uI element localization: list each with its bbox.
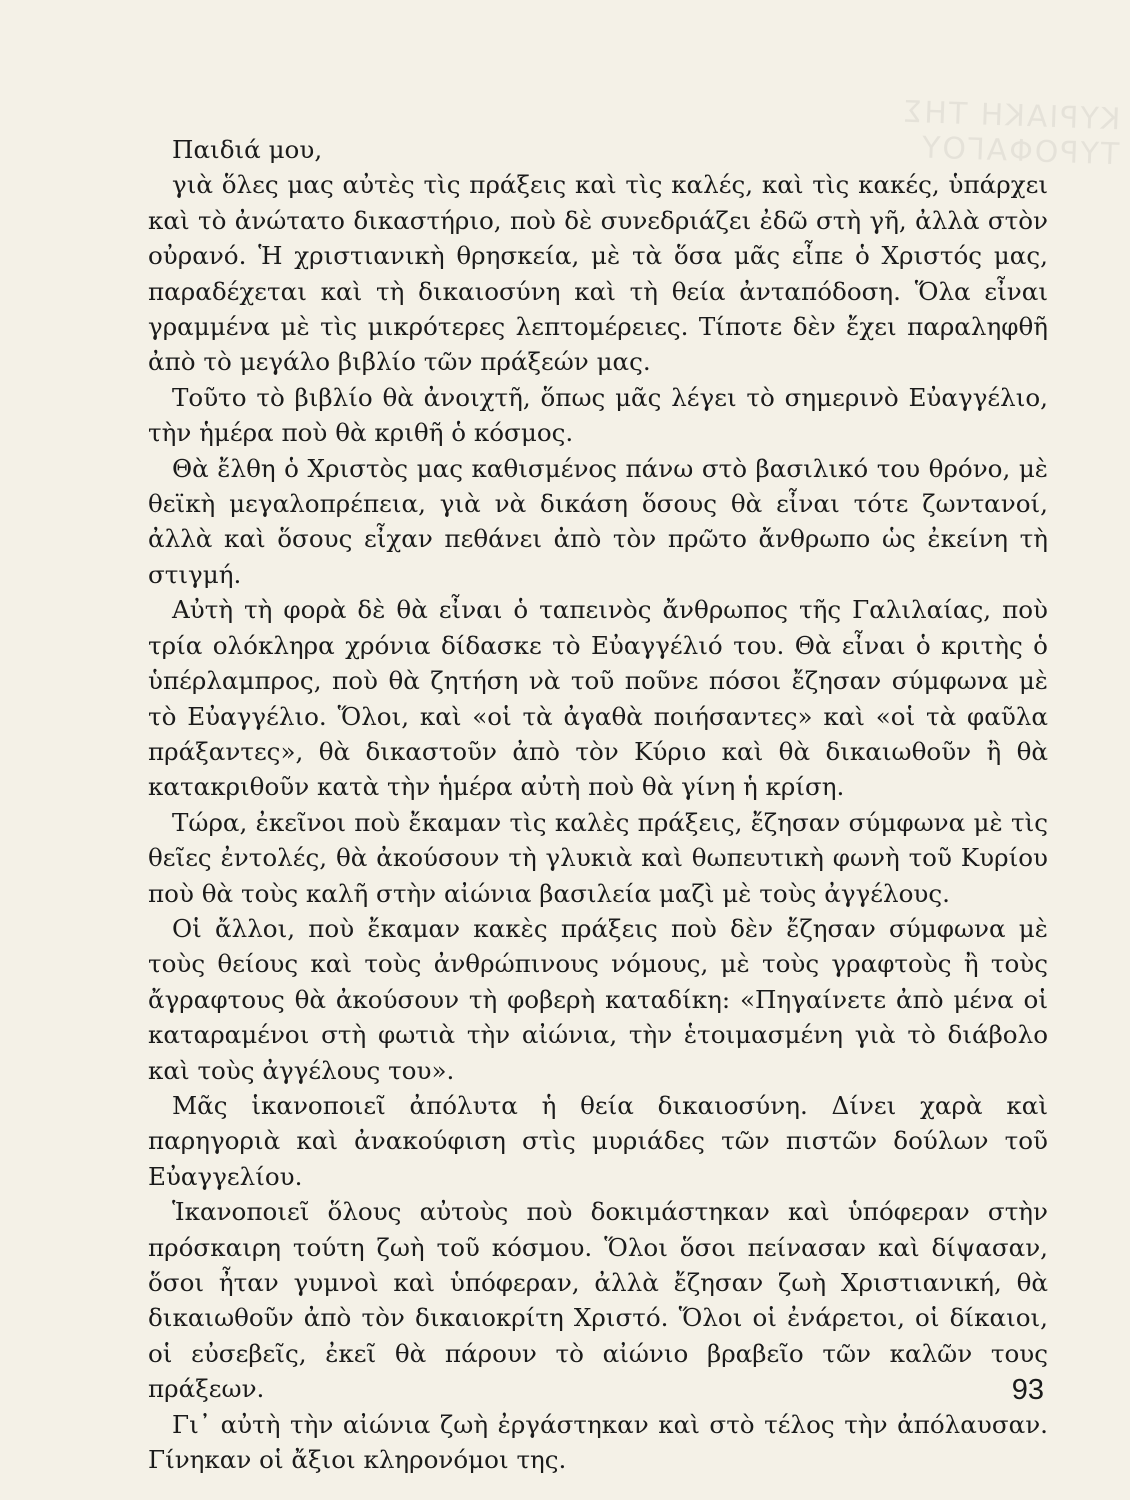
salutation-paragraph: Παιδιά μου, (172, 135, 323, 164)
paragraph: Τώρα, ἐκεῖνοι ποὺ ἔκαμαν τὶς καλὲς πράξεις, ἔζησαν σύμφωνα μὲ τὶς θεῖες ἐντολές, θὰ ἀκούσουν τὴ γλυκιὰ καὶ θωπευτικὴ φωνὴ τοῦ Κυρίου ποὺ θὰ τοὺς καλῆ στὴν αἰώνια βασιλεία μαζὶ μὲ τοὺς ἀγγέλους. (148, 807, 1048, 908)
paragraph: Τοῦτο τὸ βιβλίο θὰ ἀνοιχτῆ, ὅπως μᾶς λέγει τὸ σημερινὸ Εὐαγγέλιο, τὴν ἡμέρα ποὺ θὰ κριθῆ ὁ κόσμος. (148, 382, 1048, 448)
paragraph: Οἱ ἄλλοι, ποὺ ἔκαμαν κακὲς πράξεις ποὺ δὲν ἔζησαν σύμφωνα μὲ τοὺς θείους καὶ τοὺς ἀνθρώπινους νόμους, μὲ τοὺς γραφτοὺς ἢ τοὺς ἄγραφτους θὰ ἀκούσουν τὴ φοβερὴ καταδίκη: «Πηγαίνετε ἀπὸ μένα οἱ καταραμένοι στὴ φωτιὰ τὴν αἰώνια, τὴν ἑτοιμασμένη γιὰ τὸ διάβολο καὶ τοὺς ἀγγέλους του». (148, 913, 1048, 1085)
paragraph: Μᾶς ἱκανοποιεῖ ἀπόλυτα ἡ θεία δικαιοσύνη. Δίνει χαρὰ καὶ παρηγοριὰ καὶ ἀνακούφιση στὶς μυριάδες τῶν πιστῶν δούλων τοῦ Εὐαγγελίου. (148, 1090, 1048, 1191)
page-number: 93 (1011, 1374, 1044, 1406)
show-through-text: ΚΥΡΙΑΚΗ ΤΗΣ ΤΥΡΟΦΑΓΟΥ (900, 94, 1121, 173)
paragraph: Αὐτὴ τὴ φορὰ δὲ θὰ εἶναι ὁ ταπεινὸς ἄνθρωπος τῆς Γαλιλαίας, ποὺ τρία ολόκληρα χρόνια δίδασκε τὸ Εὐαγγέλιό του. Θὰ εἶναι ὁ κριτὴς ὁ ὑπέρλαμπρος, ποὺ θὰ ζητήση νὰ τοῦ ποῦνε πόσοι ἔζησαν σύμφωνα μὲ τὸ Εὐαγγέλιο. Ὅλοι, καὶ «οἱ τὰ ἀγαθὰ ποιήσαντες» καὶ «οἱ τὰ φαῦλα πράξαντες», θὰ δικαστοῦν ἀπὸ τὸν Κύριο καὶ θὰ δικαιωθοῦν ἢ θὰ κατακριθοῦν κατὰ τὴν ἡμέρα αὐτὴ ποὺ θὰ γίνη ἡ κρίση. (148, 595, 1048, 802)
body-text (148, 132, 1048, 1477)
paragraph: Θὰ ἔλθη ὁ Χριστὸς μας καθισμένος πάνω στὸ βασιλικό του θρόνο, μὲ θεϊκὴ μεγαλοπρέπεια, γιὰ νὰ δικάση ὅσους θὰ εἶναι τότε ζωντανοί, ἀλλὰ καὶ ὅσους εἶχαν πεθάνει ἀπὸ τὸν πρῶτο ἄνθρωπο ὡς ἐκείνη τὴ στιγμή. (148, 453, 1048, 589)
paragraph: γιὰ ὅλες μας αὐτὲς τὶς πράξεις καὶ τὶς καλές, καὶ τὶς κακές, ὑπάρχει καὶ τὸ ἀνώτατο δικαστήριο, ποὺ δὲ συνεδριάζει ἐδῶ στὴ γῆ, ἀλλὰ στὸν οὐρανό. Ἡ χριστιανικὴ θρησκεία, μὲ τὰ ὅσα μᾶς εἶπε ὁ Χριστός μας, παραδέχεται καὶ τὴ δικαιοσύνη καὶ τὴ θεία ἀνταπόδοση. Ὅλα εἶναι γραμμένα μὲ τὶς μικρότερες λεπτομέρειες. Τίποτε δὲν ἔχει παραληφθῆ ἀπὸ τὸ μεγάλο βιβλίο τῶν πράξεών μας. (148, 170, 1048, 377)
paragraph: Γι᾽ αὐτὴ τὴν αἰώνια ζωὴ ἐργάστηκαν καὶ στὸ τέλος τὴν ἀπόλαυσαν. Γίνηκαν οἱ ἄξιοι κληρονόμοι της. (148, 1409, 1048, 1475)
paragraph: Ἱκανοποιεῖ ὅλους αὐτοὺς ποὺ δοκιμάστηκαν καὶ ὑπόφεραν στὴν πρόσκαιρη τούτη ζωὴ τοῦ κόσμου. Ὅλοι ὅσοι πείνασαν καὶ δίψασαν, ὅσοι ἦταν γυμνοὶ καὶ ὑπόφεραν, ἀλλὰ ἔζησαν ζωὴ Χριστιανική, θὰ δικαιωθοῦν ἀπὸ τὸν δικαιοκρίτη Χριστό. Ὅλοι οἱ ἐνάρετοι, οἱ δίκαιοι, οἱ εὐσεβεῖς, ἐκεῖ θὰ πάρουν τὸ αἰώνιο βραβεῖο τῶν καλῶν τους πράξεων. (148, 1197, 1048, 1404)
